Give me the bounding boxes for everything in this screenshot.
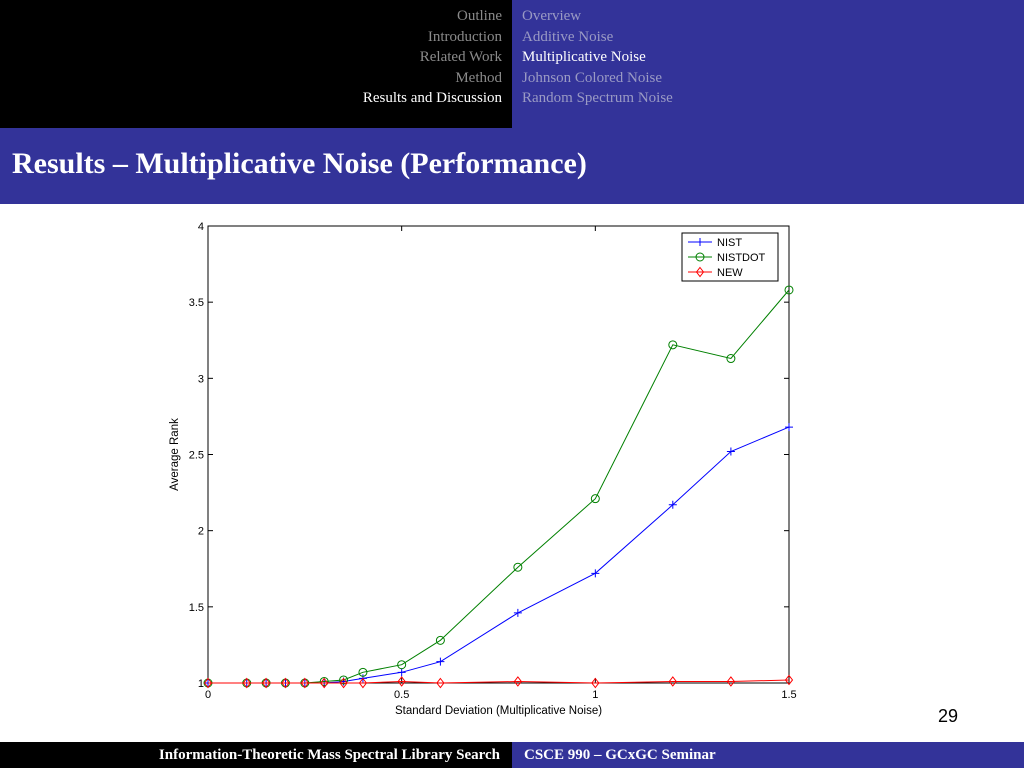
series-line-nist [208, 427, 789, 683]
nav-subsection-overview[interactable]: Overview [522, 8, 582, 24]
legend-label-nist: NIST [717, 237, 743, 249]
data-point-nist [785, 423, 793, 431]
data-point-nist [398, 668, 406, 676]
y-axis-title: Average Rank [169, 418, 181, 491]
footer-right-panel [512, 742, 1024, 768]
footer-seminar-name: CSCE 990 – GCxGC Seminar [524, 747, 716, 763]
footer-left-panel [0, 742, 512, 768]
x-tick-label: 1.5 [781, 689, 797, 701]
y-tick-label: 2 [197, 525, 204, 538]
y-tick-label: 3 [197, 373, 204, 386]
y-tick-label: 3.5 [188, 297, 204, 310]
series-line-nistdot [208, 290, 789, 683]
x-axis-title: Standard Deviation (Multiplicative Noise) [394, 705, 603, 717]
plot-frame [208, 226, 789, 683]
nav-subsection-additive-noise[interactable]: Additive Noise [522, 28, 614, 45]
y-tick-label: 1.5 [188, 601, 204, 614]
nav-section-method[interactable]: Method [455, 69, 502, 86]
nav-section-related-work[interactable]: Related Work [419, 49, 502, 65]
plot-layer [169, 221, 797, 717]
subsection-nav [522, 6, 673, 109]
nav-section-results[interactable]: Results and Discussion [362, 90, 502, 106]
y-tick-label: 4 [197, 221, 204, 233]
section-nav [363, 6, 502, 109]
rank-line-chart [0, 204, 1024, 724]
nav-section-outline[interactable]: Outline [457, 8, 502, 24]
nav-subsection-random-spectrum-noise[interactable]: Random Spectrum Noise [522, 90, 673, 106]
legend-label-new: NEW [717, 267, 743, 279]
x-tick-label: 1 [592, 689, 599, 701]
data-point-nist [436, 658, 444, 666]
nav-subsection-johnson-colored-noise[interactable]: Johnson Colored Noise [522, 69, 662, 86]
slide-title-bar [0, 128, 1024, 204]
header-subsections-panel [512, 0, 1024, 128]
data-point-nist [514, 609, 522, 617]
legend-label-nistdot: NISTDOT [717, 252, 766, 264]
slide-title: Results – Multiplicative Noise (Performance) [12, 147, 587, 180]
nav-section-introduction[interactable]: Introduction [427, 28, 502, 45]
y-tick-label: 1 [197, 678, 204, 690]
page-number: 29 [938, 706, 959, 726]
header-sections-panel [0, 0, 512, 128]
x-tick-label: 0 [204, 689, 212, 701]
y-tick-label: 2.5 [188, 449, 204, 462]
x-tick-label: 0.5 [394, 689, 410, 701]
footer-presentation-title: Information-Theoretic Mass Spectral Library Search [158, 747, 500, 763]
nav-subsection-multiplicative-noise[interactable]: Multiplicative Noise [522, 49, 646, 65]
